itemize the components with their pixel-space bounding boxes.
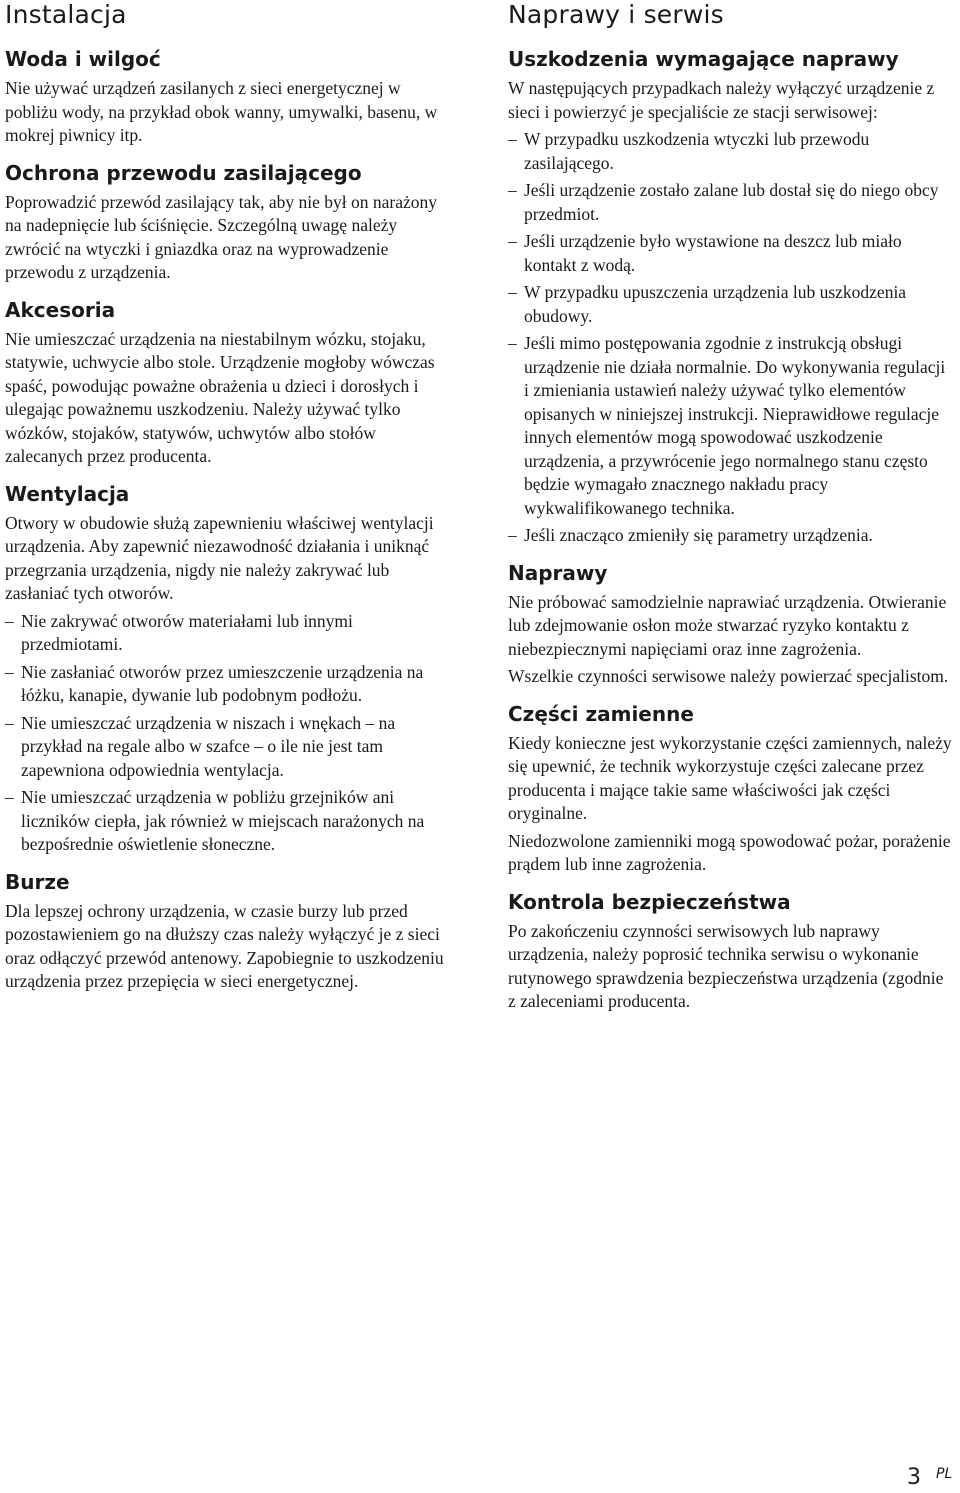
list-item: – W przypadku uszkodzenia wtyczki lub przewodu zasilającego. bbox=[508, 128, 953, 175]
ventilation-list bbox=[5, 610, 455, 857]
paragraph-storms: Dla lepszej ochrony urządzenia, w czasie burzy lub przed pozostawieniem go na dłuższy czas należy wyłączyć je z sieci oraz odłączyć przewód antenowy. Zapobiegnie to uszkodzeniu urządzenia przez przepięcia w sieci energetycznej. bbox=[5, 900, 444, 991]
paragraph-water: Nie używać urządzeń zasilanych z sieci energetycznej w pobliżu wody, na przykład obok wanny, umywalki, basenu, w mokrej piwnicy itp. bbox=[5, 78, 438, 145]
list-item: – Nie umieszczać urządzenia w pobliżu grzejników ani liczników ciepła, jak również w miejscach narażonych na bezpośrednie oświetlenie słoneczne. bbox=[5, 786, 455, 857]
list-item: – W przypadku upuszczenia urządzenia lub uszkodzenia obudowy. bbox=[508, 281, 953, 328]
paragraph-spare-parts-2: Niedozwolone zamienniki mogą spowodować pożar, porażenie prądem lub inne zagrożenia. bbox=[508, 830, 951, 874]
paragraph-spare-parts-1: Kiedy konieczne jest wykorzystanie części zamiennych, należy się upewnić, że technik wykorzystuje części zalecane przez producenta i mające takie same właściwości jak części oryginalne. bbox=[508, 732, 952, 823]
heading-repairs: Naprawy bbox=[508, 560, 608, 585]
damage-list bbox=[508, 128, 953, 548]
paragraph-power-cord: Poprowadzić przewód zasilający tak, aby nie był on narażony na nadepnięcie lub ściśnięcie. Szczególną uwagę należy zwrócić na wtyczki i gniazdka oraz na wyprowadzenie przewodu z urządzenia. bbox=[5, 191, 437, 282]
paragraph-repairs-1: Nie próbować samodzielnie naprawiać urządzenia. Otwieranie lub zdejmowanie osłon może stwarzać ryzyko kontaktu z niebezpiecznymi napięciami oraz inne zagrożenia. bbox=[508, 591, 947, 659]
list-item: – Jeśli urządzenie było wystawione na deszcz lub miało kontakt z wodą. bbox=[508, 230, 953, 277]
language-code: PL bbox=[936, 1466, 953, 1482]
paragraph-damage: W następujących przypadkach należy wyłączyć urządzenie z sieci i powierzyć je specjaliście ze stacji serwisowej: bbox=[508, 78, 935, 122]
left-column bbox=[5, 0, 455, 998]
right-column bbox=[508, 0, 953, 1018]
heading-ventilation: Wentylacja bbox=[5, 481, 130, 506]
heading-storms: Burze bbox=[5, 869, 70, 894]
list-item: – Jeśli znacząco zmieniły się parametry urządzenia. bbox=[508, 524, 953, 548]
page-number: 3 bbox=[907, 1465, 921, 1490]
list-item: – Nie umieszczać urządzenia w niszach i wnękach – na przykład na regale albo w szafce – o ile nie jest tam zapewniona odpowiednia wentylacja. bbox=[5, 712, 455, 783]
heading-power-cord: Ochrona przewodu zasilającego bbox=[5, 160, 362, 185]
section-title-installation: Instalacja bbox=[5, 0, 127, 29]
list-item: – Jeśli mimo postępowania zgodnie z instrukcją obsługi urządzenie nie działa normalnie. Do wykonywania regulacji i zmieniania ustawień należy używać tylko elementów opisanych w niniejszej instrukcji. Nieprawidłowe regulacje innych elementów mogą spowodować uszkodzenie urządzenia, a przywrócenie jego normalnego stanu często będzie wymagało znacznego nakładu pracy wykwalifikowanego technika. bbox=[508, 332, 953, 520]
paragraph-safety-check: Po zakończeniu czynności serwisowych lub naprawy urządzenia, należy poprosić technika serwisu o wykonanie rutynowego sprawdzenia bezpieczeństwa urządzenia (zgodnie z zaleceniami producenta. bbox=[508, 920, 944, 1011]
paragraph-repairs-2: Wszelkie czynności serwisowe należy powierzać specjalistom. bbox=[508, 666, 949, 686]
heading-spare-parts: Części zamienne bbox=[508, 701, 694, 726]
heading-water: Woda i wilgoć bbox=[5, 47, 161, 71]
heading-accessories: Akcesoria bbox=[5, 297, 116, 322]
list-item: – Nie zakrywać otworów materiałami lub innymi przedmiotami. bbox=[5, 610, 455, 657]
section-title-repairs: Naprawy i serwis bbox=[508, 0, 724, 29]
heading-damage: Uszkodzenia wymagające naprawy bbox=[508, 47, 899, 71]
list-item: – Nie zasłaniać otworów przez umieszczenie urządzenia na łóżku, kanapie, dywanie lub podobnym podłożu. bbox=[5, 661, 455, 708]
paragraph-accessories: Nie umieszczać urządzenia na niestabilnym wózku, stojaku, statywie, uchwycie albo stole. Urządzenie mogłoby wówczas spaść, powodując poważne obrażenia u dzieci i dorosłych i ulegając poważnemu uszkodzeniu. Należy używać tylko wózków, stojaków, statywów, uchwytów albo stołów zalecanych przez producenta. bbox=[5, 328, 435, 466]
paragraph-ventilation: Otwory w obudowie służą zapewnieniu właściwej wentylacji urządzenia. Aby zapewnić niezawodność działania i uniknąć przegrzania urządzenia, nigdy nie należy zakrywać lub zasłaniać tych otworów. bbox=[5, 512, 434, 603]
heading-safety-check: Kontrola bezpieczeństwa bbox=[508, 889, 791, 914]
list-item: – Jeśli urządzenie zostało zalane lub dostał się do niego obcy przedmiot. bbox=[508, 179, 953, 226]
